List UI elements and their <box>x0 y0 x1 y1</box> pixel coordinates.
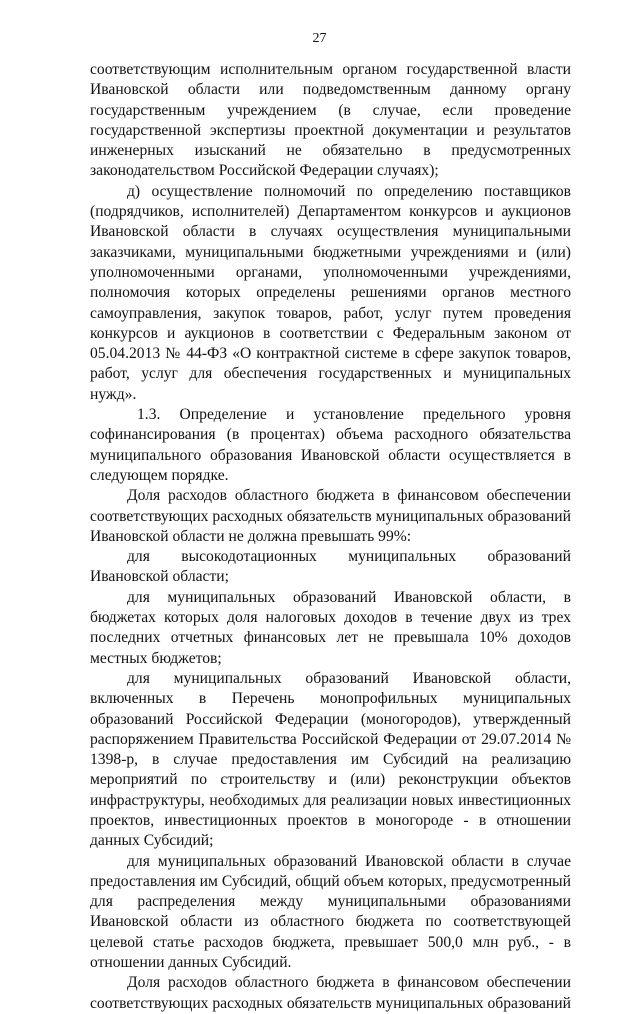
paragraph-share-continued: Доля расходов областного бюджета в финансовом обеспечении соответствующих расходных обязательств муниципальных образований <box>90 974 571 1012</box>
paragraph-subsidy-volume: для муниципальных образований Ивановской области в случае предоставления им Субсидий, общий объем которых, предусмотренный для распределения между муниципальными образованиями Ивановской области из областного бюджета по соответствующей целевой статье расходов бюджета, превышает 500,0 млн руб., - в отношении данных Субсидий. <box>90 852 571 972</box>
paragraph-continuation: соответствующим исполнительным органом государственной власти Ивановской области или подведомственным данному органу государственным учреждением (в случае, если проведение государственной экспертизы проектной документации и результатов инженерных изысканий не обязательно в предусмотренных законодательством Российской Федерации случаях); <box>90 61 571 180</box>
section-number: 1.3. <box>137 406 161 424</box>
section-word: и <box>286 406 295 424</box>
paragraph-item-d: д) осуществление полномочий по определению поставщиков (подрядчиков, исполнителей) Департаментом конкурсов и аукционов Ивановской области в случаях осуществления муниципальными заказчиками, муниципальными бюджетными учреждениями и (или) уполномоченными органами, уполномоченными учреждениями, полномочия которых определены решениями органов местного самоуправления, закупок товаров, работ, услуг путем проведения конкурсов и аукционов в соответствии с Федеральным законом от 05.04.2013 № 44-ФЗ «О контрактной системе в сфере закупок товаров, работ, услуг для обеспечения государственных и муниципальных нужд». <box>90 182 571 403</box>
paragraph-share-limit: Доля расходов областного бюджета в финансовом обеспечении соответствующих расходных обязательств муниципальных образований Ивановской области не должна превышать 99%: <box>90 487 571 545</box>
section-1-3-continuation: софинансирования (в процентах) объема расходного обязательства муниципального образования Ивановской области осуществляется в следующем порядке. <box>90 426 571 484</box>
page-number: 27 <box>312 31 327 46</box>
paragraph-highly-subsidized: для высокодотационных муниципальных образований Ивановской области; <box>90 548 571 586</box>
section-word: предельного <box>422 406 506 424</box>
paragraph-monotowns: для муниципальных образований Ивановской области, включенных в Перечень монопрофильных муниципальных образований Российской Федерации (моногородов), утвержденный распоряжением Правительства Российской Федерации от 29.07.2014 № 1398-р, в случае предоставления им Субсидий на реализацию мероприятий по строительству и (или) реконструкции объектов инфраструктуры, необходимых для реализации новых инвестиционных проектов, инвестиционных проектов в моногороде - в отношении данных Субсидий; <box>90 669 571 850</box>
document-body <box>90 60 571 1014</box>
paragraph-tax-revenue: для муниципальных образований Ивановской области, в бюджетах которых доля налоговых доходов в течение двух из трех последних отчетных финансовых лет не превышала 10% доходов местных бюджетов; <box>90 588 571 667</box>
section-word: установление <box>313 406 404 424</box>
section-1-3-first-line <box>90 405 571 425</box>
section-1-3 <box>90 405 571 486</box>
section-word: уровня <box>524 406 571 424</box>
section-word: Определение <box>179 406 267 424</box>
